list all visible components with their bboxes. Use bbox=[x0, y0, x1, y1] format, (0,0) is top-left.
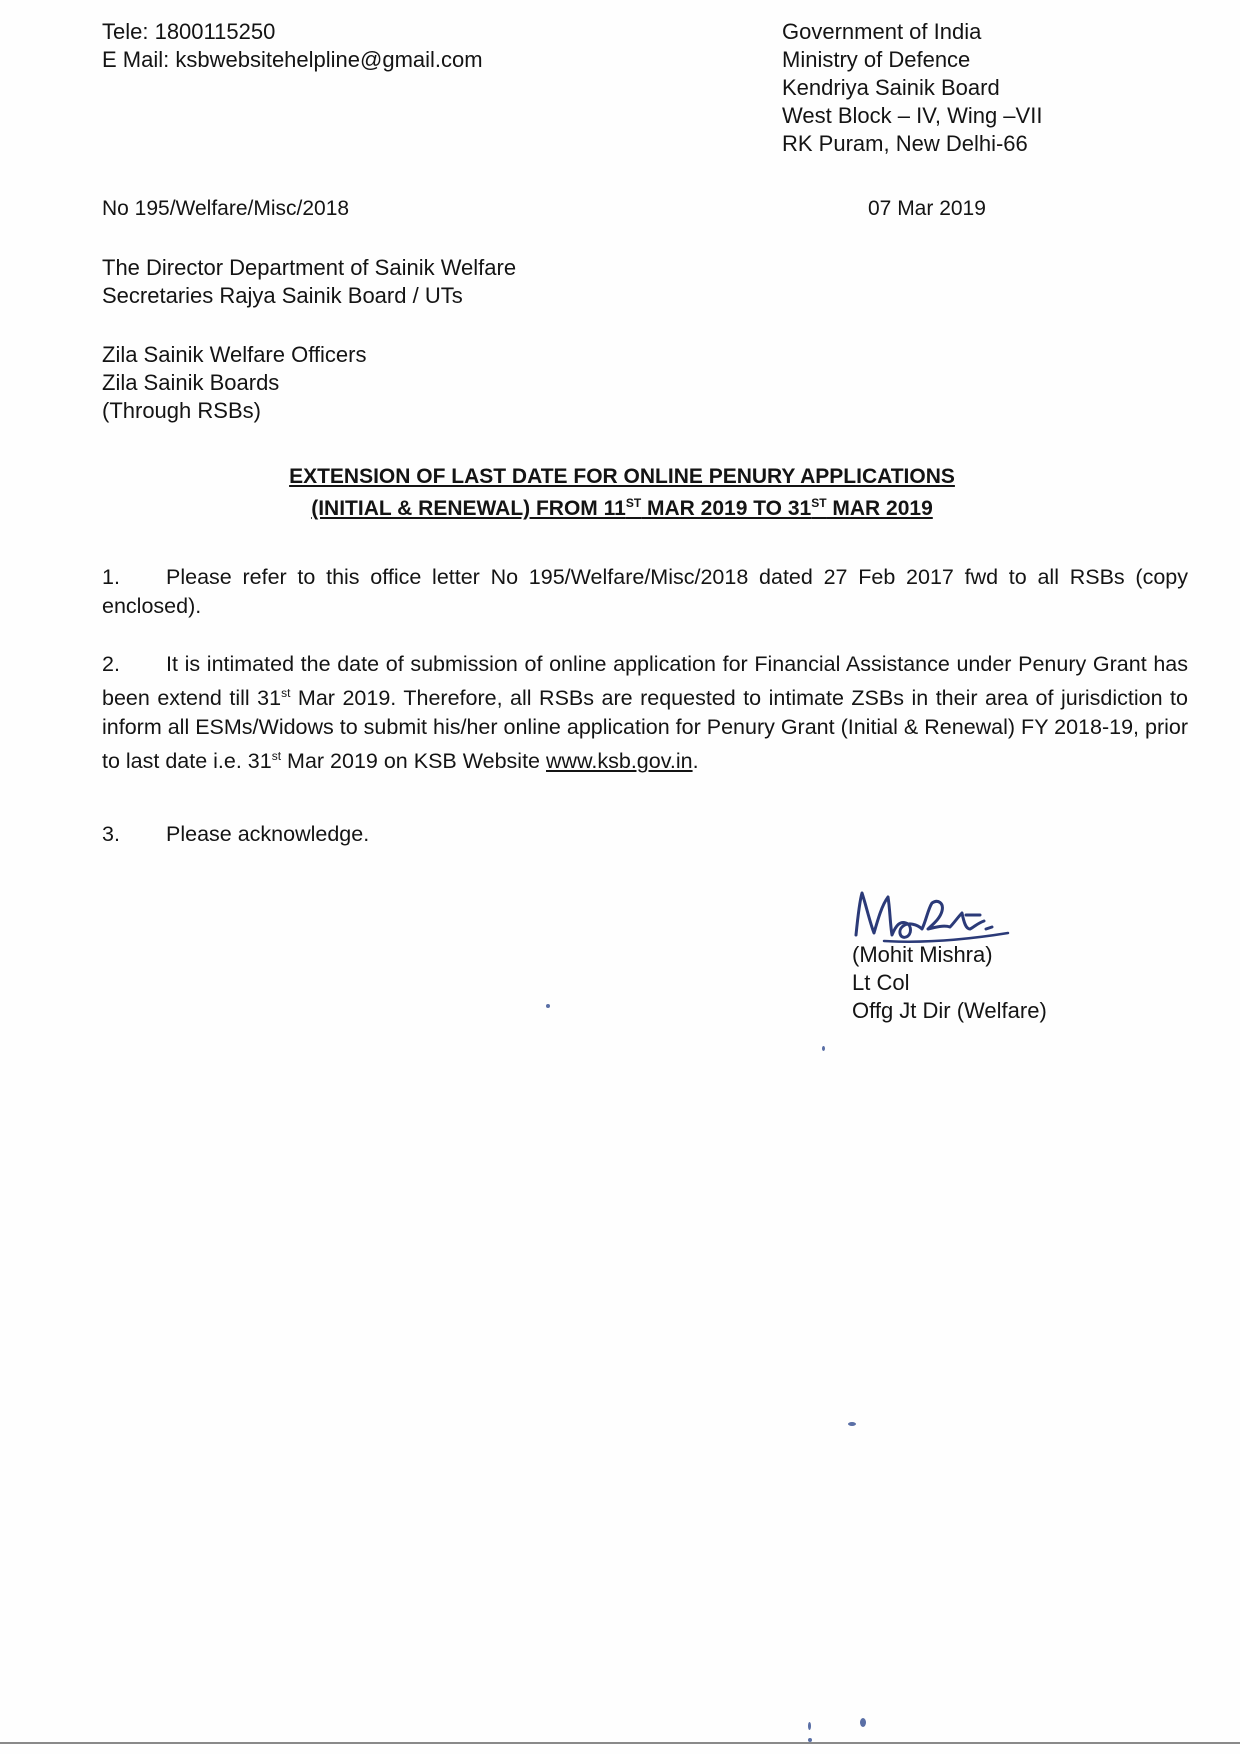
subject-text-a: (INITIAL & RENEWAL) FROM 11 bbox=[311, 497, 626, 520]
paragraph-2-sup-2: st bbox=[271, 749, 282, 764]
paragraph-2-text-c: Mar 2019 on KSB Website bbox=[281, 749, 546, 774]
reference-number: No 195/Welfare/Misc/2018 bbox=[102, 197, 350, 220]
scan-speck bbox=[546, 1004, 550, 1008]
scan-speck bbox=[848, 1422, 856, 1426]
paragraph-2-number: 2. bbox=[102, 652, 120, 676]
paragraph-2-end: . bbox=[692, 749, 699, 774]
addressee-block-1 bbox=[102, 254, 516, 310]
signatory-name: (Mohit Mishra) bbox=[852, 942, 993, 967]
letter-date: 07 Mar 2019 bbox=[868, 197, 986, 220]
paragraph-3-number: 3. bbox=[102, 822, 120, 846]
addressee-line-4: Zila Sainik Boards bbox=[102, 370, 280, 395]
paragraph-1 bbox=[102, 563, 1188, 621]
signatory-designation: Offg Jt Dir (Welfare) bbox=[852, 998, 1047, 1023]
paragraph-2-sup-1: st bbox=[281, 686, 291, 700]
paragraph-1-number: 1. bbox=[102, 565, 120, 589]
subject-line-1: EXTENSION OF LAST DATE FOR ONLINE PENURY APPLICATIONS bbox=[289, 465, 955, 488]
subject-text-c: MAR 2019 bbox=[826, 497, 933, 520]
handwritten-signature bbox=[848, 885, 1018, 945]
paragraph-2-text-b: Mar 2019. Therefore, all RSBs are requested to intimate ZSBs in their area of jurisdiction to inform all ESMs/Widows to submit his/her online application for Penury Grant (Initial & Renewal) FY 2018-19, prior to last date i.e. 31 bbox=[102, 686, 1188, 774]
sender-line-2: Ministry of Defence bbox=[782, 47, 971, 72]
scan-speck bbox=[822, 1046, 825, 1051]
tele-number: Tele: 1800115250 bbox=[102, 19, 276, 44]
subject-sup-a: ST bbox=[625, 496, 642, 510]
email-address: E Mail: ksbwebsitehelpline@gmail.com bbox=[102, 47, 483, 72]
subject-line-2 bbox=[102, 490, 1142, 522]
addressee-line-1: The Director Department of Sainik Welfare bbox=[102, 255, 517, 280]
sender-line-4: West Block – IV, Wing –VII bbox=[782, 103, 1043, 128]
sender-line-5: RK Puram, New Delhi-66 bbox=[782, 131, 1028, 156]
scan-bottom-edge bbox=[0, 1742, 1240, 1744]
sender-address bbox=[782, 18, 1042, 158]
signatory-rank: Lt Col bbox=[852, 970, 910, 995]
paragraph-3-text: Please acknowledge. bbox=[166, 822, 370, 846]
addressee-line-2: Secretaries Rajya Sainik Board / UTs bbox=[102, 283, 463, 308]
addressee-line-5: (Through RSBs) bbox=[102, 398, 261, 423]
paragraph-2 bbox=[102, 650, 1188, 776]
subject-heading bbox=[102, 464, 1142, 522]
addressee-block-2 bbox=[102, 341, 367, 425]
ksb-website-link[interactable]: www.ksb.gov.in bbox=[546, 749, 693, 774]
scan-speck bbox=[860, 1718, 866, 1727]
contact-block bbox=[102, 18, 483, 74]
addressee-line-3: Zila Sainik Welfare Officers bbox=[102, 342, 367, 367]
subject-text-b: MAR 2019 TO 31 bbox=[641, 497, 812, 520]
paragraph-3 bbox=[102, 820, 1188, 849]
sender-line-1: Government of India bbox=[782, 19, 982, 44]
sender-line-3: Kendriya Sainik Board bbox=[782, 75, 1000, 100]
scan-speck bbox=[808, 1722, 811, 1730]
paragraph-2-text-a: It is intimated the date of submission of online application for Financial Assistance under Penury Grant has been extend till 31 bbox=[102, 652, 1188, 711]
signatory-block bbox=[852, 941, 1047, 1025]
paragraph-1-text: Please refer to this office letter No 195/Welfare/Misc/2018 dated 27 Feb 2017 fwd to all RSBs (copy enclosed). bbox=[102, 565, 1188, 618]
subject-sup-b: ST bbox=[811, 496, 827, 510]
